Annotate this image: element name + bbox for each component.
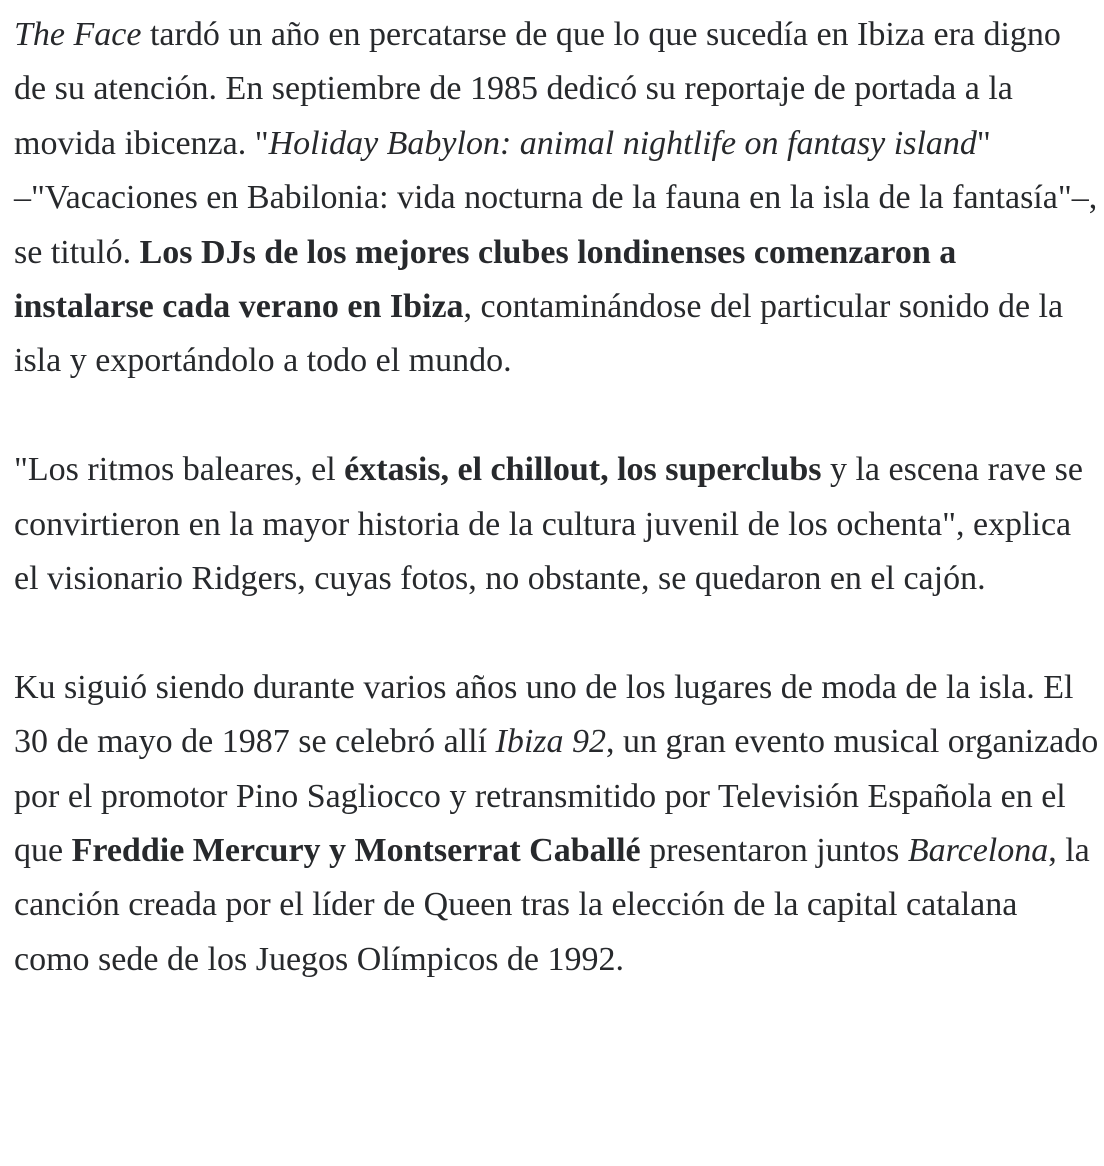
text-run-normal: Ku siguió siendo durante varios años uno de los lugares de moda de la isla. El 30 de mayo de 1987 se celebró allí xyxy=(14,668,1074,761)
text-run-italic: Ibiza 92 xyxy=(495,723,607,761)
text-run-bold: éxtasis, el chillout, los superclubs xyxy=(344,451,822,489)
paragraph-1 xyxy=(14,8,1100,389)
paragraph-3 xyxy=(14,661,1100,987)
text-run-bold: Freddie Mercury y Montserrat Caballé xyxy=(71,832,641,870)
text-run-normal: " –"Vacaciones en Babilonia: vida nocturna de la fauna en la isla de la fantasía"–, se tituló. xyxy=(14,124,1098,271)
text-run-normal: , contaminándose del particular sonido de la isla y exportándolo a todo el mundo. xyxy=(14,288,1064,380)
text-run-normal: presentaron juntos xyxy=(640,832,908,870)
text-run-italic: Holiday Babylon: animal nightlife on fantasy island xyxy=(268,124,977,162)
text-run-normal: tardó un año en percatarse de que lo que sucedía en Ibiza era digno de su atención. En septiembre de 1985 dedicó su reportaje de portada a la movida ibicenza. " xyxy=(14,16,1061,162)
paragraph-container xyxy=(14,8,1100,987)
text-run-normal: "Los ritmos baleares, el xyxy=(14,451,345,489)
text-run-normal: , un gran evento musical organizado por el promotor Pino Sagliocco y retransmitido por Televisión Española en el que xyxy=(14,723,1099,870)
text-run-bold: Los DJs de los mejores clubes londinenses comenzaron a instalarse cada verano en Ibiza xyxy=(14,233,957,326)
text-run-italic: The Face xyxy=(14,16,142,53)
text-run-normal: , la canción creada por el líder de Queen tras la elección de la capital catalana como sede de los Juegos Olímpicos de 1992. xyxy=(14,832,1090,978)
paragraph-2 xyxy=(14,443,1100,606)
text-run-normal: y la escena rave se convirtieron en la mayor historia de la cultura juvenil de los ochenta", explica el visionario Ridgers, cuyas fotos, no obstante, se quedaron en el cajón. xyxy=(14,451,1083,598)
text-run-italic: Barcelona xyxy=(907,832,1049,870)
